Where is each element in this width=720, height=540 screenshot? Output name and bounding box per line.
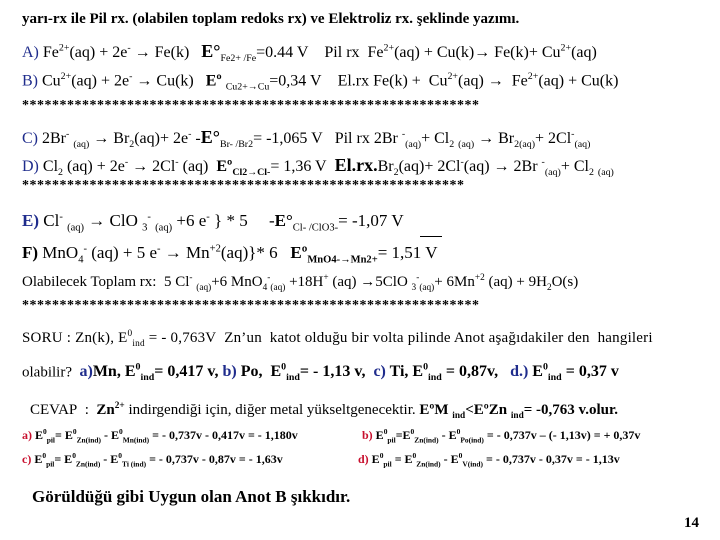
line-f: F) MnO$_4$- (aq) + 5 $e^- \to Mn^{+2}(aq)\}*$ 6 Eº$_{MnO4-\to Mn2+}$= 1,51 V	[22, 243, 438, 266]
separator-1: *************************************************************	[22, 98, 480, 113]
label-d: D)	[22, 158, 39, 175]
label-c: C)	[22, 130, 38, 147]
page-title: yarı-rx ile Pil rx. (olabilen toplam redoks rx) ve Elektroliz rx. şeklinde yazımı.	[22, 11, 520, 27]
separator-2: ***********************************************************	[22, 178, 465, 193]
line-e: E) Cl- $_{(aq)}$ → ClO $_3$- $_{(aq)}$ +6 e- } * 5 $-E^\circ_{Cl- /ClO3-}= -1,07$ V	[22, 211, 404, 234]
answer-d: d) $E^0_{pil} = E^0_{Zn(ind)} - E^0_{V(ind)}$ = - 0,737v - 0,37v = - 1,13v	[358, 451, 620, 469]
line-b: B) $Cu^{2+}(aq) + 2e^- \to Cu(k)$ Eº $_{Cu2+\to Cu}$=0,34 V El.rx $Fe(k) + Cu^{2+}(aq) \to Fe^{2+}(aq) + Cu(k)$	[22, 71, 619, 93]
answer-c: c) $E^0_{pil}= E^0_{Zn(ind)} - E^0_{Ti (ind)}$ = - 0,737v - 0,87v = - 1,63v	[22, 451, 283, 469]
answer-b: b) $E^0_{pil}=E^0_{Zn(ind)} - E^0_{Po(ind)}$ = - 0,737v – (- 1,13v) = + 0,37v	[362, 427, 641, 445]
line-d: D) $Cl_2$ (aq) + 2e- → 2Cl- (aq) Eº$_{Cl2\to Cl-}$= 1,36 V $El.rx.Br_2(aq)+ 2Cl^-(aq) \to 2Br$ $^-_{(aq)}+ Cl_2$ $_{(aq)}$	[22, 155, 614, 179]
line-a: A) $Fe^{2+}(aq) + 2e^- \to Fe(k)$ $E^\circ_{Fe2+ /Fe}=0.44$ V Pil rx $Fe^{2+}(aq) + Cu(k)\to Fe(k)+ Cu^{2+}(aq)$	[22, 41, 597, 65]
question-prefix: olabilir?	[22, 364, 72, 381]
question-line-2: olabilir? a)Mn, $E^0_{ind}= 0,417$ v, b) Po, $E^0_{ind}= - 1,13$ v, c) Ti, $E^0_{ind} = 0,87v$, d.) $E^0_{ind} = 0,37$ v	[22, 362, 619, 384]
answer-header: CEVAP : $Zn^{2+}$ indirgendiği için, diğer metal yükseltgenecektir. EºM $_{ind}$<EºZn $_{ind}$= -0,763 v.olur.	[30, 401, 619, 421]
line-c: C) 2Br- $_{(aq)} \to Br_2(aq)+ 2e^-$ $-E^\circ_{Br- /Br2}= -1,065$ V Pil rx 2Br $^-_{(aq)}+ Cl_2$ $_{(aq)} \to Br_{2(aq)}+ 2Cl^-_{(aq)}$	[22, 127, 591, 151]
answer-a: a) $E^0_{pil}= E^0_{Zn(ind)} - E^0_{Mn(ind)}$ = - 0,737v - 0,417v = - 1,180v	[22, 427, 298, 445]
question-line-1: SORU : Zn(k), $E^0_{ind}$ = - 0,763V Zn’un katot olduğu bir volta pilinde Anot aşağıdakiler den hangileri	[22, 329, 653, 349]
label-f: F)	[22, 243, 39, 262]
separator-3: *************************************************************	[22, 298, 480, 313]
total-reaction: Olabilecek Toplam rx: 5 Cl- $_{(aq)}$+6 MnO$_4$-$_{(aq)}$ +18H+ (aq) →5ClO $_3^-_{(aq)}+ 6Mn^{+2}$ $(aq) + 9H_2O(s)$	[22, 273, 579, 293]
page-number: 14	[684, 515, 699, 531]
label-e: E)	[22, 211, 39, 230]
conclusion: Görüldüğü gibi Uygun olan Anot B şıkkıdır.	[32, 487, 351, 506]
label-a: A)	[22, 44, 39, 61]
label-b: B)	[22, 72, 38, 90]
el-rx-label: El.rx.	[334, 155, 378, 175]
underline-mark	[420, 236, 442, 237]
